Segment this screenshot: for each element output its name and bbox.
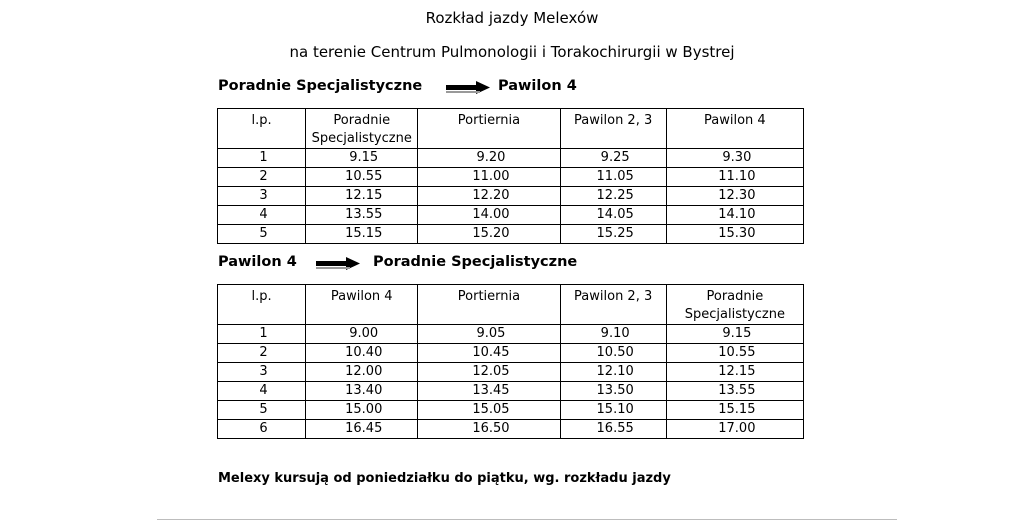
table-cell: 9.25 — [560, 149, 666, 168]
table-cell: 12.00 — [306, 363, 418, 382]
schedule-table-2 — [217, 284, 804, 439]
arrow-right-icon — [316, 257, 360, 271]
table-cell: 14.05 — [560, 206, 666, 225]
table-row — [218, 325, 804, 344]
table-cell: 14.00 — [418, 206, 560, 225]
table-cell: 4 — [218, 382, 306, 401]
table-row — [218, 225, 804, 244]
arrow-right-icon — [446, 81, 490, 95]
table-cell: 13.45 — [418, 382, 560, 401]
column-header: Pawilon 2, 3 — [560, 285, 666, 325]
table-cell: 13.40 — [306, 382, 418, 401]
table-cell: 10.50 — [560, 344, 666, 363]
table-cell: 15.20 — [418, 225, 560, 244]
table-cell: 16.55 — [560, 420, 666, 439]
schedule-table-1 — [217, 108, 804, 244]
table-cell: 5 — [218, 225, 306, 244]
table-cell: 3 — [218, 363, 306, 382]
table-row — [218, 168, 804, 187]
table-cell: 12.15 — [666, 363, 803, 382]
table-cell: 1 — [218, 325, 306, 344]
column-header: Poradnie Specjalistyczne — [666, 285, 803, 325]
table-cell: 9.10 — [560, 325, 666, 344]
table-cell: 13.55 — [306, 206, 418, 225]
route-heading-2 — [218, 254, 818, 274]
table-row — [218, 206, 804, 225]
table-cell: 12.30 — [666, 187, 803, 206]
table-header-row — [218, 109, 804, 149]
table-cell: 10.40 — [306, 344, 418, 363]
table-cell: 11.00 — [418, 168, 560, 187]
table-cell: 9.00 — [306, 325, 418, 344]
table-cell: 9.15 — [666, 325, 803, 344]
page-subtitle: na terenie Centrum Pulmonologii i Torakochirurgii w Bystrej — [289, 43, 735, 61]
table-cell: 12.25 — [560, 187, 666, 206]
table-cell: 1 — [218, 149, 306, 168]
table-row — [218, 420, 804, 439]
table-cell: 13.55 — [666, 382, 803, 401]
column-header: Pawilon 2, 3 — [560, 109, 666, 149]
table-cell: 12.15 — [306, 187, 418, 206]
table-cell: 16.45 — [306, 420, 418, 439]
table-cell: 12.10 — [560, 363, 666, 382]
column-header: Pawilon 4 — [306, 285, 418, 325]
page-title: Rozkład jazdy Melexów — [425, 9, 599, 27]
table-cell: 11.10 — [666, 168, 803, 187]
page-divider — [157, 519, 897, 520]
table-cell: 16.50 — [418, 420, 560, 439]
table-cell: 10.45 — [418, 344, 560, 363]
column-header: Portiernia — [418, 285, 560, 325]
route-from-label: Poradnie Specjalistyczne — [218, 78, 423, 94]
route-to-label: Poradnie Specjalistyczne — [373, 254, 578, 270]
column-header: l.p. — [218, 109, 306, 149]
footer-note: Melexy kursują od poniedziałku do piątku, wg. rozkładu jazdy — [218, 471, 671, 486]
table-row — [218, 382, 804, 401]
table-cell: 3 — [218, 187, 306, 206]
table-row — [218, 344, 804, 363]
table-cell: 15.15 — [306, 225, 418, 244]
table-row — [218, 149, 804, 168]
table-cell: 12.05 — [418, 363, 560, 382]
route-from-label: Pawilon 4 — [218, 254, 297, 270]
table-cell: 2 — [218, 344, 306, 363]
table-cell: 10.55 — [666, 344, 803, 363]
table-cell: 15.15 — [666, 401, 803, 420]
route-to-label: Pawilon 4 — [498, 78, 577, 94]
table-cell: 15.30 — [666, 225, 803, 244]
table-header-row — [218, 285, 804, 325]
table-cell: 17.00 — [666, 420, 803, 439]
table-cell: 2 — [218, 168, 306, 187]
column-header: Portiernia — [418, 109, 560, 149]
table-cell: 9.15 — [306, 149, 418, 168]
table-cell: 9.05 — [418, 325, 560, 344]
table-cell: 15.25 — [560, 225, 666, 244]
table-row — [218, 363, 804, 382]
route-heading-1 — [218, 78, 818, 98]
table-row — [218, 401, 804, 420]
table-row — [218, 187, 804, 206]
table-cell: 5 — [218, 401, 306, 420]
table-cell: 9.20 — [418, 149, 560, 168]
table-cell: 15.00 — [306, 401, 418, 420]
table-cell: 4 — [218, 206, 306, 225]
table-cell: 15.10 — [560, 401, 666, 420]
table-cell: 9.30 — [666, 149, 803, 168]
table-cell: 12.20 — [418, 187, 560, 206]
column-header: Pawilon 4 — [666, 109, 803, 149]
table-cell: 6 — [218, 420, 306, 439]
table-cell: 10.55 — [306, 168, 418, 187]
table-cell: 13.50 — [560, 382, 666, 401]
table-cell: 15.05 — [418, 401, 560, 420]
column-header: l.p. — [218, 285, 306, 325]
table-cell: 14.10 — [666, 206, 803, 225]
table-cell: 11.05 — [560, 168, 666, 187]
column-header: Poradnie Specjalistyczne — [306, 109, 418, 149]
